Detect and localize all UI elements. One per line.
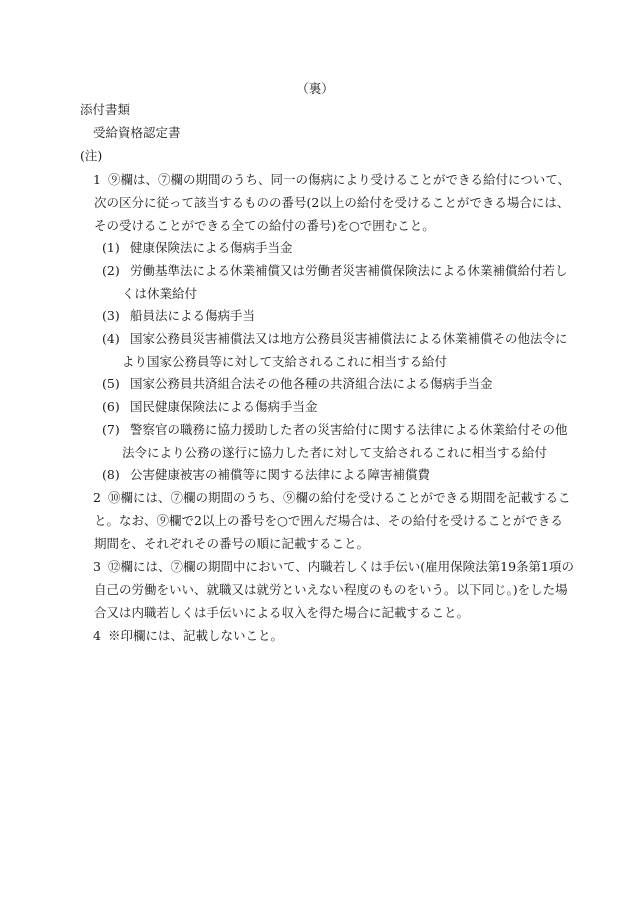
- note-2-line-1: ⑩欄には、⑦欄の期間のうち、⑨欄の給付を受けることができる期間を記載するこ: [108, 490, 571, 505]
- note-1-item-2-number: (2): [102, 263, 120, 278]
- note-1-item-4-line-2: より国家公務員等に対して支給されるこれに相当する給付: [122, 354, 448, 369]
- note-1-item-4-number: (4): [102, 331, 120, 346]
- note-1-item-2-line-2: くは休業給付: [122, 286, 198, 301]
- note-1-item-5-number: (5): [102, 376, 120, 391]
- note-4-line-1: ※印欄には、記載しないこと。: [108, 628, 284, 643]
- note-1-item-8-line-1: 公害健康被害の補償等に関する法律による障害補償費: [130, 467, 431, 482]
- note-1-item-3-line-1: 船員法による傷病手当: [130, 308, 256, 323]
- note-2-line-3: 期間を、それぞれその番号の順に記載すること。: [94, 536, 370, 551]
- note-1-item-6-number: (6): [102, 399, 120, 414]
- note-3-line-1: ⑫欄には、⑦欄の期間中において、内職若しくは手伝い(雇用保険法第19条第1項の: [108, 559, 574, 574]
- note-1-item-6-line-1: 国民健康保険法による傷病手当金: [130, 399, 318, 414]
- note-3-line-3: 合又は内職若しくは手伝いによる収入を得た場合に記載すること。: [94, 605, 470, 620]
- note-1-number: 1: [93, 172, 101, 187]
- note-1-item-8-number: (8): [102, 467, 120, 482]
- note-1-line-3: その受けることができる全ての給付の番号)を○で囲むこと。: [94, 218, 435, 233]
- page-header: （裏）: [296, 81, 334, 96]
- note-2-line-2: と。なお、⑨欄で2以上の番号を○で囲んだ場合は、その給付を受けることができる: [94, 513, 563, 528]
- note-1-item-5-line-1: 国家公務員共済組合法その他各種の共済組合法による傷病手当金: [130, 376, 493, 391]
- note-1-line-2: 次の区分に従って該当するものの番号(2以上の給付を受けることができる場合には、: [94, 195, 570, 210]
- note-3-number: 3: [93, 559, 101, 574]
- note-1-item-2-line-1: 労働基準法による休業補償又は労働者災害補償保険法による休業補償給付若し: [130, 263, 568, 278]
- note-1-item-1-number: (1): [102, 240, 120, 255]
- note-1-item-4-line-1: 国家公務員災害補償法又は地方公務員災害補償法による休業補償その他法令に: [130, 331, 568, 346]
- note-1-item-3-number: (3): [102, 308, 120, 323]
- note-1-item-1-line-1: 健康保険法による傷病手当金: [130, 240, 293, 255]
- attachments-heading: 添付書類: [80, 102, 131, 117]
- note-2-number: 2: [93, 490, 101, 505]
- note-4-number: 4: [93, 628, 101, 643]
- note-1-line-1: ⑨欄は、⑦欄の期間のうち、同一の傷病により受けることができる給付について、: [108, 172, 571, 187]
- attachments-item: 受給資格認定書: [93, 125, 181, 140]
- note-1-item-7-line-1: 警察官の職務に協力援助した者の災害給付に関する法律による休業給付その他: [130, 422, 568, 437]
- notes-heading: (注): [80, 148, 103, 163]
- note-1-item-7-number: (7): [102, 422, 120, 437]
- note-3-line-2: 自己の労働をいい、就職又は就労といえない程度のものをいう。以下同じ。)をした場: [94, 582, 568, 597]
- note-1-item-7-line-2: 法令により公務の遂行に協力した者に対して支給されるこれに相当する給付: [122, 445, 548, 460]
